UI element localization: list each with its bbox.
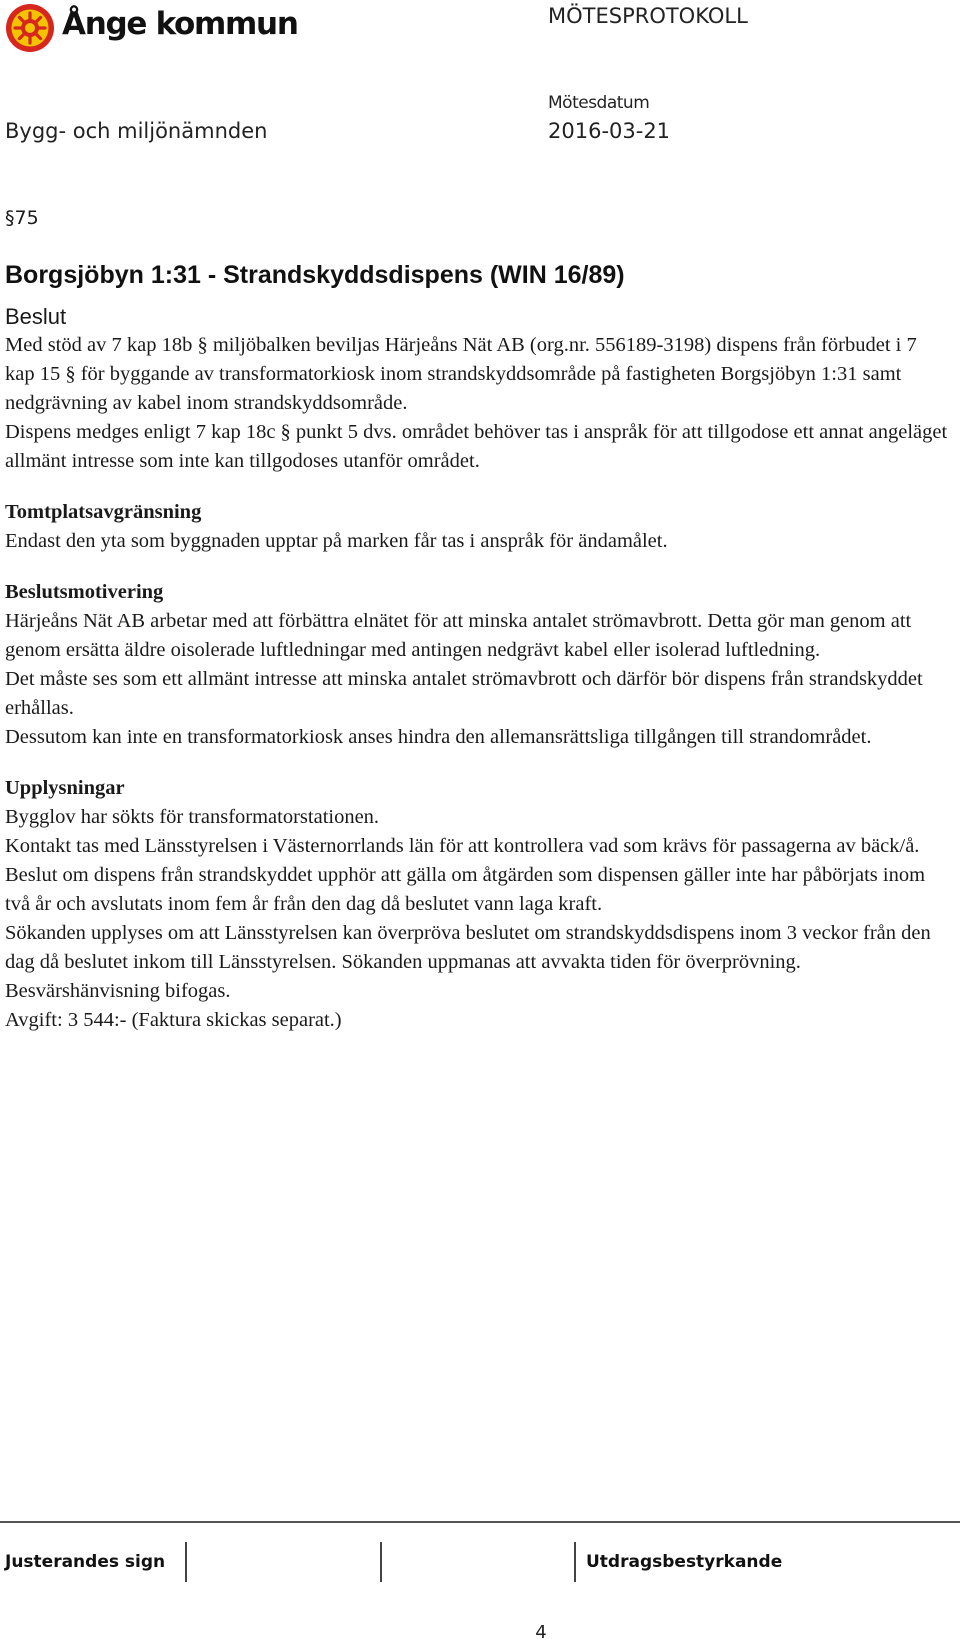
footer-separator: [574, 1542, 576, 1582]
ange-kommun-logo: [4, 2, 56, 54]
motivering-text-1: Härjeåns Nät AB arbetar med att förbättra elnätet för att minska antalet strömavbrott. Detta gör man genom att genom ersätta äldre oisolerade luftledningar med antingen nedgrävt kabel eller isolerad luftledning.: [5, 610, 912, 661]
upplysningar-text-3: Beslut om dispens från strandskyddet upphör att gälla om åtgärden som dispensen gäller inte har påbörjats inom två år och avslutats inom fem år från den dag då beslutet vann laga kraft.: [5, 864, 926, 915]
meeting-date: 2016-03-21: [548, 119, 671, 143]
motivering-text-2: Det måste ses som ett allmänt intresse att minska antalet strömavbrott och därför bör dispens från strandskyddet erhållas.: [5, 668, 923, 719]
upplysningar-text-2: Kontakt tas med Länsstyrelsen i Västernorrlands län för att kontrollera vad som krävs för passagerna av bäck/å.: [5, 835, 920, 857]
signature-footer: [0, 1540, 960, 1590]
paragraph-number: §75: [5, 207, 39, 229]
upplysningar-text-4: Sökanden upplyses om att Länsstyrelsen kan överpröva beslutet om strandskyddsdispens inom 3 veckor från den dag då beslutet inkom till Länsstyrelsen. Sökanden uppmanas att avvakta tiden för överprövning.: [5, 922, 931, 973]
document-type: MÖTESPROTOKOLL: [548, 4, 748, 28]
page-number: 4: [535, 1622, 547, 1643]
upplysningar-text-5: Besvärshänvisning bifogas.: [5, 980, 231, 1002]
document-header: [0, 0, 960, 150]
committee-name: Bygg- och miljönämnden: [5, 119, 268, 143]
meeting-date-label: Mötesdatum: [548, 93, 650, 113]
motivering-text-3: Dessutom kan inte en transformatorkiosk anses hindra den allemansrättsliga tillgången till strandområdet.: [5, 726, 872, 748]
footer-separator: [185, 1542, 187, 1582]
footer-divider: [0, 1521, 960, 1523]
document-body: [5, 206, 951, 1035]
beslut-text: Med stöd av 7 kap 18b § miljöbalken beviljas Härjeåns Nät AB (org.nr. 556189-3198) dispens från förbudet i 7 kap 15 § för byggande av transformatorkiosk inom strandskyddsområde på fastigheten Borgsjöbyn 1:31 samt nedgrävning av kabel inom strandskyddsområde.: [5, 334, 917, 414]
case-title: Borgsjöbyn 1:31 - Strandskyddsdispens (WIN 16/89): [5, 261, 625, 289]
organization-name: Ånge kommun: [62, 6, 298, 42]
section-heading-motivering: Beslutsmotivering: [5, 581, 164, 603]
dispens-text: Dispens medges enligt 7 kap 18c § punkt 5 dvs. området behöver tas i anspråk för att tillgodose ett annat angeläget allmänt intresse som inte kan tillgodoses utanför området.: [5, 421, 948, 472]
fee-text: Avgift: 3 544:- (Faktura skickas separat.): [5, 1009, 342, 1031]
section-heading-beslut: Beslut: [5, 304, 67, 329]
section-heading-upplysningar: Upplysningar: [5, 777, 125, 799]
section-heading-tomtplats: Tomtplatsavgränsning: [5, 501, 202, 523]
tomtplats-text: Endast den yta som byggnaden upptar på marken får tas i anspråk för ändamålet.: [5, 530, 668, 552]
sign-label: Justerandes sign: [5, 1552, 166, 1572]
certify-label: Utdragsbestyrkande: [586, 1552, 783, 1572]
footer-separator: [380, 1542, 382, 1582]
upplysningar-text-1: Bygglov har sökts för transformatorstationen.: [5, 806, 380, 828]
